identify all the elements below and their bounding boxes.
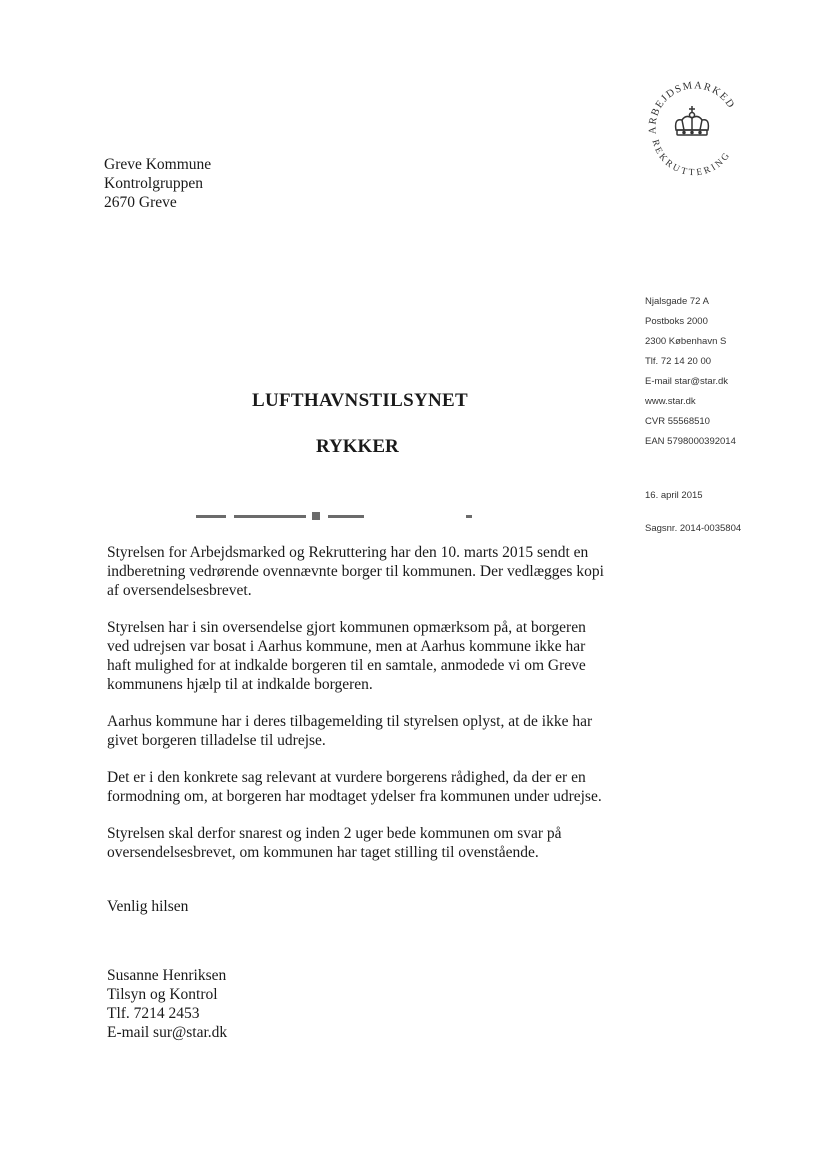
svg-text:ARBEJDSMARKED: ARBEJDSMARKED (647, 80, 737, 135)
signer-unit: Tilsyn og Kontrol (107, 986, 218, 1003)
sender-street: Njalsgade 72 A (645, 296, 709, 307)
sender-city: 2300 København S (645, 336, 727, 347)
recipient-city: 2670 Greve (104, 194, 177, 211)
sender-ean: EAN 5798000392014 (645, 436, 736, 447)
sender-pobox: Postboks 2000 (645, 316, 708, 327)
letter-date: 16. april 2015 (645, 490, 703, 501)
sender-contact-block (645, 292, 736, 452)
crown-icon (638, 72, 748, 182)
recipient-address (104, 155, 211, 212)
letter-body (107, 543, 612, 880)
body-paragraph: Aarhus kommune har i deres tilbagemelding til styrelsen oplyst, at de ikke har givet borgeren tilladelse til udrejse. (107, 713, 593, 749)
svg-text:REKRUTTERING: REKRUTTERING (649, 138, 734, 179)
body-paragraph: Styrelsen har i sin oversendelse gjort kommunen opmærksom på, at borgeren ved udrejsen var bosat i Aarhus kommune, men at Aarhus kommune ikke har haft mulighed for at indkalde borgeren til en samtale, anmodede vi om Greve kommunens hjælp til at indkalde borgeren. (107, 619, 586, 693)
recipient-department: Kontrolgruppen (104, 175, 204, 192)
sender-phone: Tlf. 72 14 20 00 (645, 356, 712, 367)
case-number: Sagsnr. 2014-0035804 (645, 523, 742, 534)
recipient-name: Greve Kommune (104, 156, 212, 173)
sender-web: www.star.dk (645, 396, 696, 407)
signer-phone: Tlf. 7214 2453 (107, 1005, 200, 1022)
sender-cvr: CVR 55568510 (645, 416, 710, 427)
signer-name: Susanne Henriksen (107, 967, 227, 984)
body-paragraph: Styrelsen for Arbejdsmarked og Rekruttering har den 10. marts 2015 sendt en indberetning vedrørende ovennævnte borger til kommunen. Der vedlægges kopi af oversendelsesbrevet. (107, 544, 604, 599)
letter-title: LUFTHAVNSTILSYNET (252, 390, 468, 411)
body-paragraph: Det er i den konkrete sag relevant at vurdere borgerens rådighed, da der er en formodning om, at borgeren har modtaget ydelser fra kommunen under udrejse. (107, 769, 602, 805)
redacted-subject-line (196, 508, 486, 522)
agency-seal-logo (638, 72, 748, 182)
letter-subtitle: RYKKER (316, 436, 399, 457)
sender-email: E-mail star@star.dk (645, 376, 729, 387)
closing-greeting: Venlig hilsen (107, 898, 189, 915)
signature-block (107, 966, 227, 1042)
signer-email: E-mail sur@star.dk (107, 1024, 228, 1041)
body-paragraph: Styrelsen skal derfor snarest og inden 2 uger bede kommunen om svar på oversendelsesbrevet, om kommunen har taget stilling til ovenstående. (107, 825, 562, 861)
